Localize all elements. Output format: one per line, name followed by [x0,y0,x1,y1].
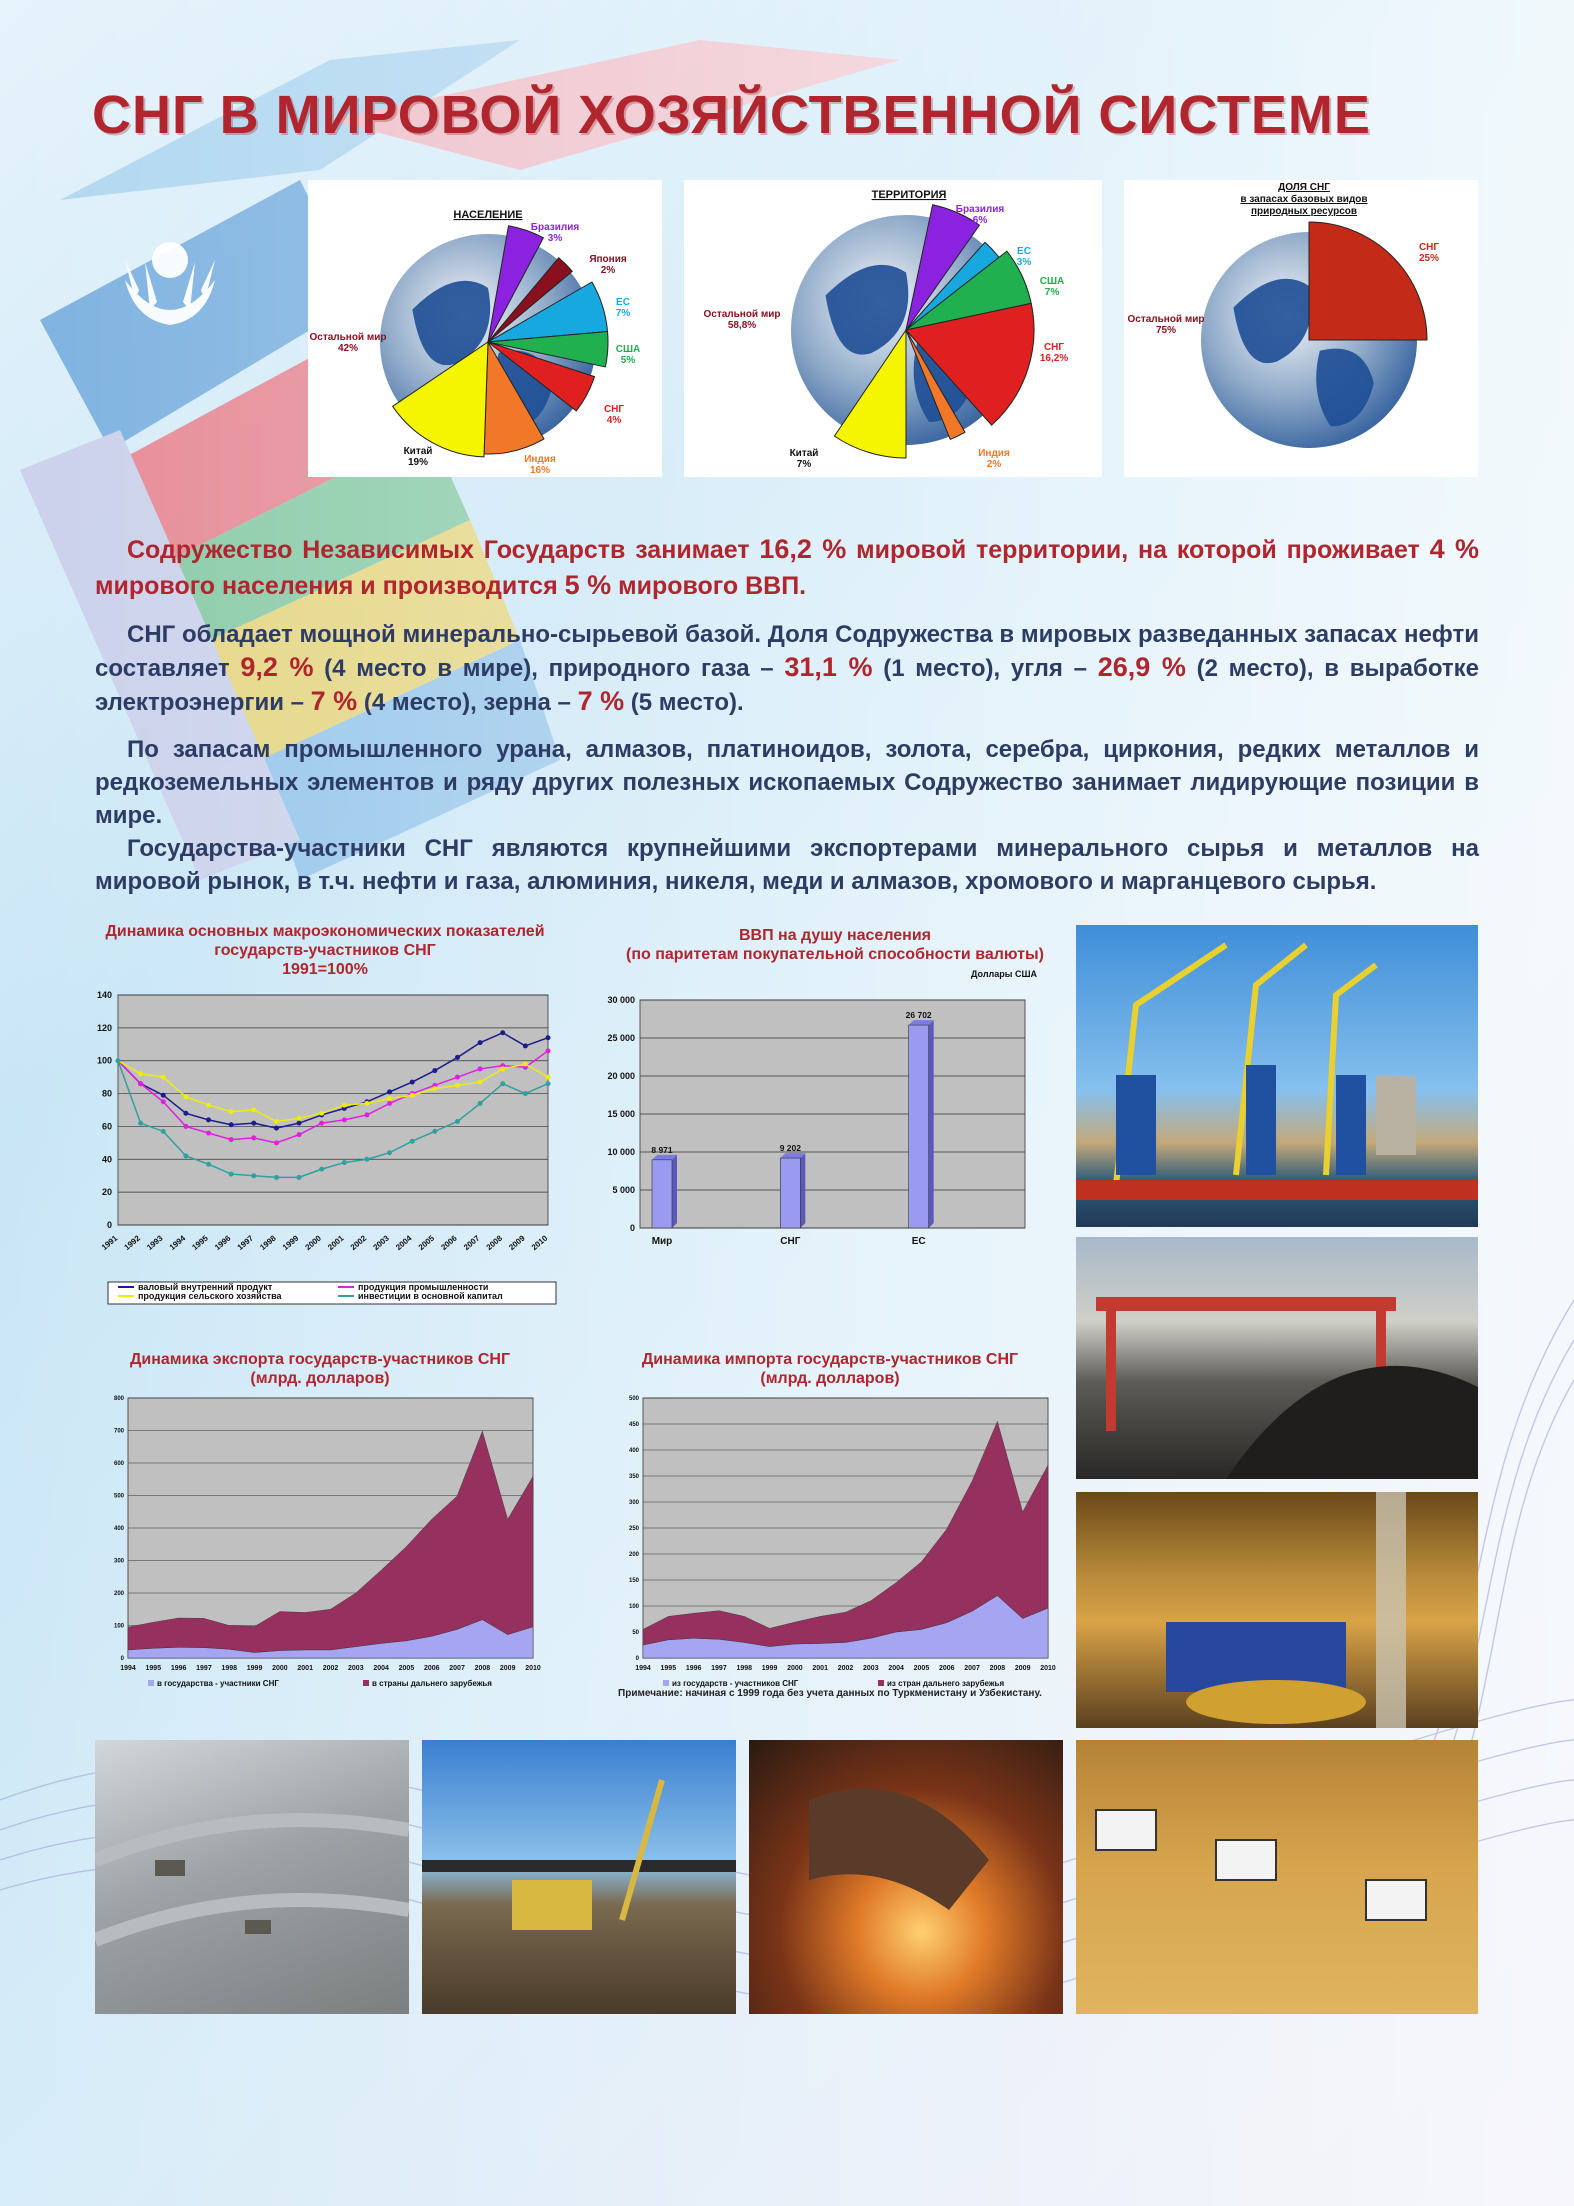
data-point [138,1081,143,1086]
data-point [478,1101,483,1106]
data-point [546,1048,551,1053]
legend-swatch [363,1680,369,1686]
x-tick-label: 1995 [145,1665,162,1672]
photo-port-cranes [1076,925,1478,1227]
y-tick-label: 350 [628,1474,639,1480]
x-tick-label: 2005 [398,1665,415,1672]
coal-terminal-image [1076,1237,1478,1479]
chart-title-line: Динамика импорта государств-участников СНГ [641,1351,1019,1368]
data-point [342,1160,347,1165]
pie-panel-population [308,180,662,477]
x-tick-label: 1991 [99,1233,120,1252]
data-point [138,1071,143,1076]
pie-label-value: 25% [1418,253,1440,264]
highlight-value: 26,9 % [1097,652,1186,682]
chart-title-line: ВВП на душу населения [738,927,932,944]
data-point [455,1083,460,1088]
data-point [478,1066,483,1071]
legend-swatch [663,1680,669,1686]
pie-label-name: Китай [789,448,819,459]
x-tick-label: 1999 [761,1665,778,1672]
pie-chart-population [308,180,662,477]
y-tick-label: 140 [96,990,112,1000]
x-tick-label: 2007 [964,1665,980,1672]
y-tick-label: 800 [113,1396,124,1402]
x-tick-label: 1998 [221,1665,238,1672]
bar-side [929,1020,934,1228]
legend-label: продукция промышленности [358,1282,489,1292]
pie-label-name: США [615,344,641,355]
x-tick-label: 1994 [120,1665,136,1672]
data-point [500,1081,505,1086]
y-tick-label: 700 [113,1428,124,1435]
chart-title-line: государств-участников СНГ [214,942,436,959]
data-point [161,1129,166,1134]
x-tick-label: 2006 [938,1665,955,1672]
data-point [319,1121,324,1126]
data-point [297,1116,302,1121]
data-point [523,1091,528,1096]
y-tick-label: 5 000 [612,1185,635,1195]
x-tick-label: 2004 [373,1665,389,1672]
x-tick-label: 2000 [272,1665,288,1672]
data-point [342,1103,347,1108]
x-tick-label: 2000 [787,1665,803,1672]
pie-label-name: Китай [403,446,433,457]
text-span: мирового населения и производится [95,572,565,600]
import-chart-note: Примечание: начиная с 1999 года без учета данных по Туркменистану и Узбекистану. [618,1688,1042,1699]
pie-label-name: СНГ [1043,342,1065,353]
x-tick-label: 1998 [258,1233,278,1252]
chart-title-line: Динамика основных макроэкономических показателей [105,923,545,940]
y-tick-label: 300 [113,1558,124,1565]
pie-label-name: ЕС [616,297,630,308]
x-tick-label: 2006 [439,1233,459,1252]
y-tick-label: 15 000 [607,1109,635,1119]
x-tick-label: 2005 [416,1233,437,1252]
data-point [183,1111,188,1116]
x-tick-label: 1996 [685,1665,702,1672]
legend-label: валовый внутренний продукт [138,1282,273,1292]
data-point [432,1129,437,1134]
bar [652,1160,672,1228]
chart-title-line: (млрд. долларов) [250,1370,390,1387]
data-point [183,1094,188,1099]
data-point [251,1173,256,1178]
y-tick-label: 250 [628,1526,639,1532]
data-point [274,1119,279,1124]
pipeline-construction-image [422,1740,736,2014]
x-tick-label: ЕС [911,1236,926,1247]
data-point [116,1058,121,1063]
x-tick-label: 1998 [736,1665,753,1672]
y-tick-label: 0 [629,1223,635,1233]
y-tick-label: 25 000 [607,1033,635,1043]
data-point [455,1075,460,1080]
x-tick-label: 2008 [474,1665,491,1672]
text-span: (4 место в мире), природного газа – [313,655,785,682]
legend-swatch [148,1680,154,1686]
pie-title: ТЕРРИТОРИЯ [871,189,947,201]
pie-chart-resources [1124,180,1478,477]
pie-label-value: 5% [620,355,636,366]
x-tick-label: 2007 [449,1665,465,1672]
bar-value-label: 9 202 [779,1143,801,1154]
x-tick-label: 1992 [122,1233,142,1252]
x-tick-label: 1996 [170,1665,187,1672]
data-point [342,1117,347,1122]
pie-label-value: 42% [337,343,359,354]
paragraph-3-text: По запасам промышленного урана, алмазов, платиноидов, золота, серебра, циркония, редких металлов и редкоземельных элементов и ряду других полезных ископаемых Содружество занимает лидирующие позиции в мире. [95,736,1479,829]
x-tick-label: 2003 [371,1233,391,1252]
gdp-chart-title [600,926,1070,964]
pie-title-line: в запасах базовых видов [1240,194,1368,205]
pie-label-name: Япония [589,254,627,265]
x-tick-label: 2001 [297,1665,313,1672]
x-tick-label: 1994 [635,1665,651,1672]
highlight-value: 16,2 % [759,534,847,564]
x-tick-label: 2002 [322,1665,339,1672]
pie-chart-territory [684,180,1102,477]
data-point [206,1162,211,1167]
text-span: (5 место). [624,689,744,716]
x-tick-label: 2004 [394,1233,414,1252]
chart-title-line: (млрд. долларов) [760,1370,900,1387]
y-tick-label: 100 [96,1055,112,1066]
x-tick-label: 1994 [167,1233,188,1252]
pie-label-name: Бразилия [530,222,580,233]
legend-swatch [878,1680,884,1686]
y-tick-label: 300 [628,1500,639,1506]
pie-panel-resources [1124,180,1478,477]
data-point [455,1055,460,1060]
data-point [546,1035,551,1040]
x-tick-label: 2001 [326,1233,346,1252]
x-tick-label: 2003 [348,1665,364,1672]
x-tick-label: 1997 [235,1233,256,1252]
data-point [274,1140,279,1145]
x-tick-label: 1997 [196,1665,212,1672]
x-tick-label: 2008 [989,1665,1006,1672]
data-point [410,1139,415,1144]
pie-label-name: ЕС [1017,246,1031,257]
port-cranes-image [1076,925,1478,1227]
paragraph-4 [95,832,1479,898]
x-tick-label: 1993 [145,1233,165,1252]
legend-label: в страны дальнего зарубежья [372,1679,492,1688]
pie-label-value: 3% [547,233,563,244]
data-point [387,1101,392,1106]
data-point [229,1137,234,1142]
paragraph-4-text: Государства-участники СНГ являются крупнейшими экспортерами минерального сырья и металлов на мировой рынок, в т.ч. нефти и газа, алюминия, никеля, меди и алмазов, хромового и марганцевого сырья. [95,835,1479,895]
bar-side [800,1153,805,1228]
x-tick-label: 2005 [913,1665,930,1672]
data-point [251,1108,256,1113]
y-tick-label: 20 000 [607,1071,635,1081]
data-point [410,1093,415,1098]
data-point [546,1075,551,1080]
y-tick-label: 200 [113,1591,124,1597]
bar-value-label: 26 702 [905,1010,932,1021]
data-point [478,1080,483,1085]
y-tick-label: 500 [113,1493,124,1500]
pie-label-name: Индия [978,448,1010,459]
photo-combine-harvesters [1076,1740,1478,2014]
pie-label-name: Индия [524,454,556,465]
x-tick-label: 1999 [246,1665,263,1672]
data-point [523,1062,528,1067]
data-point [229,1122,234,1127]
paragraph-2 [95,618,1479,719]
data-point [183,1124,188,1129]
pie-label-name: Остальной мир [703,309,781,320]
pie-label-value: 19% [407,457,429,468]
data-point [206,1103,211,1108]
data-point [364,1157,369,1162]
legend-label: из стран дальнего зарубежья [887,1679,1005,1688]
bar [780,1158,800,1228]
open-pit-mine-image [95,1740,409,2014]
pie-label-name: Бразилия [955,204,1005,215]
pie-label-value: 7% [615,308,631,319]
pie-label-value: 7% [1044,287,1060,298]
x-tick-label: 2010 [1040,1665,1056,1672]
y-tick-label: 60 [101,1121,112,1132]
x-tick-label: 2001 [812,1665,828,1672]
pie-label-value: 16,2% [1039,353,1069,364]
import-chart-title [600,1350,1060,1388]
data-point [432,1068,437,1073]
x-tick-label: 2008 [484,1233,505,1252]
x-tick-label: 1996 [213,1233,233,1252]
import-area-chart [615,1390,1065,1695]
text-span: (2 место), в выработке электроэнергии – [95,655,1479,716]
pie-label-value: 7% [796,459,812,470]
data-point [183,1154,188,1159]
data-point [206,1131,211,1136]
paragraph-3 [95,733,1479,832]
pie-label-value: 6% [972,215,988,226]
legend-label: из государств - участников СНГ [672,1679,799,1688]
highlight-value: 9,2 % [240,652,314,682]
data-point [206,1117,211,1122]
y-tick-label: 10 000 [607,1147,635,1157]
x-tick-label: 2002 [348,1233,369,1252]
highlight-value: 7 % [577,686,625,716]
photo-steel-foundry [749,1740,1063,2014]
legend-label: инвестиции в основной капитал [358,1291,503,1301]
export-chart-title [90,1350,550,1388]
photo-open-pit-mine [95,1740,409,2014]
x-tick-label: 2002 [837,1665,854,1672]
poster-title: СНГ В МИРОВОЙ ХОЗЯЙСТВЕННОЙ СИСТЕМЕ [92,85,1371,145]
data-point [387,1096,392,1101]
chart-title-line: Динамика экспорта государств-участников СНГ [129,1351,511,1368]
data-point [161,1099,166,1104]
data-point [319,1111,324,1116]
data-point [161,1093,166,1098]
x-tick-label: СНГ [780,1236,801,1247]
bar [909,1025,929,1228]
x-tick-label: 2009 [499,1665,516,1672]
pie-label-value: 16% [529,465,551,476]
data-point [546,1081,551,1086]
pie-slice [1309,222,1427,340]
chart-title-line: 1991=100% [282,961,368,978]
pie-label-name: СНГ [603,404,625,415]
x-tick-label: Мир [651,1236,673,1247]
y-tick-label: 30 000 [607,995,635,1005]
x-tick-label: 2004 [888,1665,904,1672]
x-tick-label: 2003 [863,1665,879,1672]
x-tick-label: 2010 [525,1665,541,1672]
highlight-value: 7 % [310,686,358,716]
x-tick-label: 2007 [461,1233,482,1252]
text-span: Содружество Независимых Государств занимает [127,536,760,564]
highlight-value: 5 % [564,570,612,600]
data-point [364,1112,369,1117]
y-tick-label: 120 [96,1022,112,1033]
pie-label-value: 3% [1016,257,1032,268]
pie-title-line: ДОЛЯ СНГ [1278,182,1330,193]
text-span: (1 место), угля – [872,655,1098,682]
pie-label-name: Остальной мир [1127,314,1205,325]
data-point [251,1135,256,1140]
data-point [455,1119,460,1124]
photo-pipeline-construction [422,1740,736,2014]
x-tick-label: 1995 [190,1233,210,1252]
y-tick-label: 40 [101,1154,112,1165]
photo-coal-terminal [1076,1237,1478,1479]
pie-panel-territory [684,180,1102,477]
macro-line-chart [80,985,570,1315]
bar-value-label: 8 971 [651,1144,673,1155]
photo-factory-hall [1076,1492,1478,1728]
data-point [387,1150,392,1155]
y-tick-label: 0 [120,1656,124,1662]
factory-hall-image [1076,1492,1478,1728]
x-tick-label: 2000 [303,1233,323,1252]
y-tick-label: 80 [101,1088,112,1099]
text-span: (4 место), зерна – [357,689,578,716]
data-point [297,1132,302,1137]
macro-chart-title [90,922,560,979]
unit-label: Доллары США [971,969,1037,979]
y-tick-label: 0 [106,1220,112,1230]
data-point [274,1175,279,1180]
data-point [229,1109,234,1114]
data-point [229,1172,234,1177]
data-point [432,1086,437,1091]
combine-harvesters-image [1076,1740,1478,2014]
y-tick-label: 450 [628,1422,639,1428]
pie-label-value: 2% [600,265,616,276]
chart-title-line: (по паритетам покупательной способности валюты) [626,946,1044,963]
x-tick-label: 1997 [711,1665,727,1672]
pie-title: НАСЕЛЕНИЕ [453,209,523,221]
data-point [364,1101,369,1106]
y-tick-label: 600 [113,1461,124,1467]
data-point [274,1126,279,1131]
y-tick-label: 200 [628,1552,639,1558]
data-point [138,1121,143,1126]
pie-label-value: 4% [606,415,622,426]
data-point [297,1121,302,1126]
y-tick-label: 20 [101,1187,112,1198]
text-span: СНГ обладает мощной минерально-сырьевой базой. Доля Содружества в мировых разведанных запасах нефти составляет [95,621,1479,682]
y-tick-label: 100 [113,1623,124,1630]
data-point [500,1030,505,1035]
y-tick-label: 100 [628,1604,639,1610]
highlight-value: 31,1 % [784,652,873,682]
text-span: мирового ВВП. [611,572,807,600]
x-tick-label: 2009 [1014,1665,1031,1672]
data-point [387,1089,392,1094]
x-tick-label: 1999 [280,1233,301,1252]
legend-label: в государства - участники СНГ [157,1679,279,1688]
data-point [478,1040,483,1045]
data-point [523,1043,528,1048]
x-tick-label: 2009 [507,1233,527,1252]
x-tick-label: 2006 [423,1665,440,1672]
y-tick-label: 500 [628,1396,639,1402]
pie-label-name: Остальной мир [309,332,387,343]
gdp-bar-chart [590,962,1050,1262]
pie-label-name: США [1039,276,1065,287]
x-tick-label: 2010 [529,1233,550,1252]
data-point [251,1121,256,1126]
steel-foundry-image [749,1740,1063,2014]
pie-label-value: 75% [1155,325,1177,336]
pie-title-line: природных ресурсов [1250,206,1358,217]
paragraph-1 [95,532,1479,604]
data-point [500,1066,505,1071]
bar-side [672,1155,677,1228]
y-tick-label: 150 [628,1578,639,1584]
y-tick-label: 400 [113,1526,124,1532]
y-tick-label: 400 [628,1448,639,1454]
highlight-value: 4 % [1429,534,1479,564]
legend-label: продукция сельского хозяйства [138,1291,282,1301]
data-point [410,1080,415,1085]
pie-label-name: СНГ [1418,242,1440,253]
export-area-chart [100,1390,550,1695]
x-tick-label: 1995 [660,1665,677,1672]
y-tick-label: 50 [632,1630,639,1636]
pie-label-value: 58,8% [727,320,757,331]
data-point [297,1175,302,1180]
y-tick-label: 0 [635,1656,639,1662]
data-point [161,1075,166,1080]
text-span: мировой территории, на которой проживает [846,536,1430,564]
data-point [319,1167,324,1172]
pie-label-value: 2% [986,459,1002,470]
